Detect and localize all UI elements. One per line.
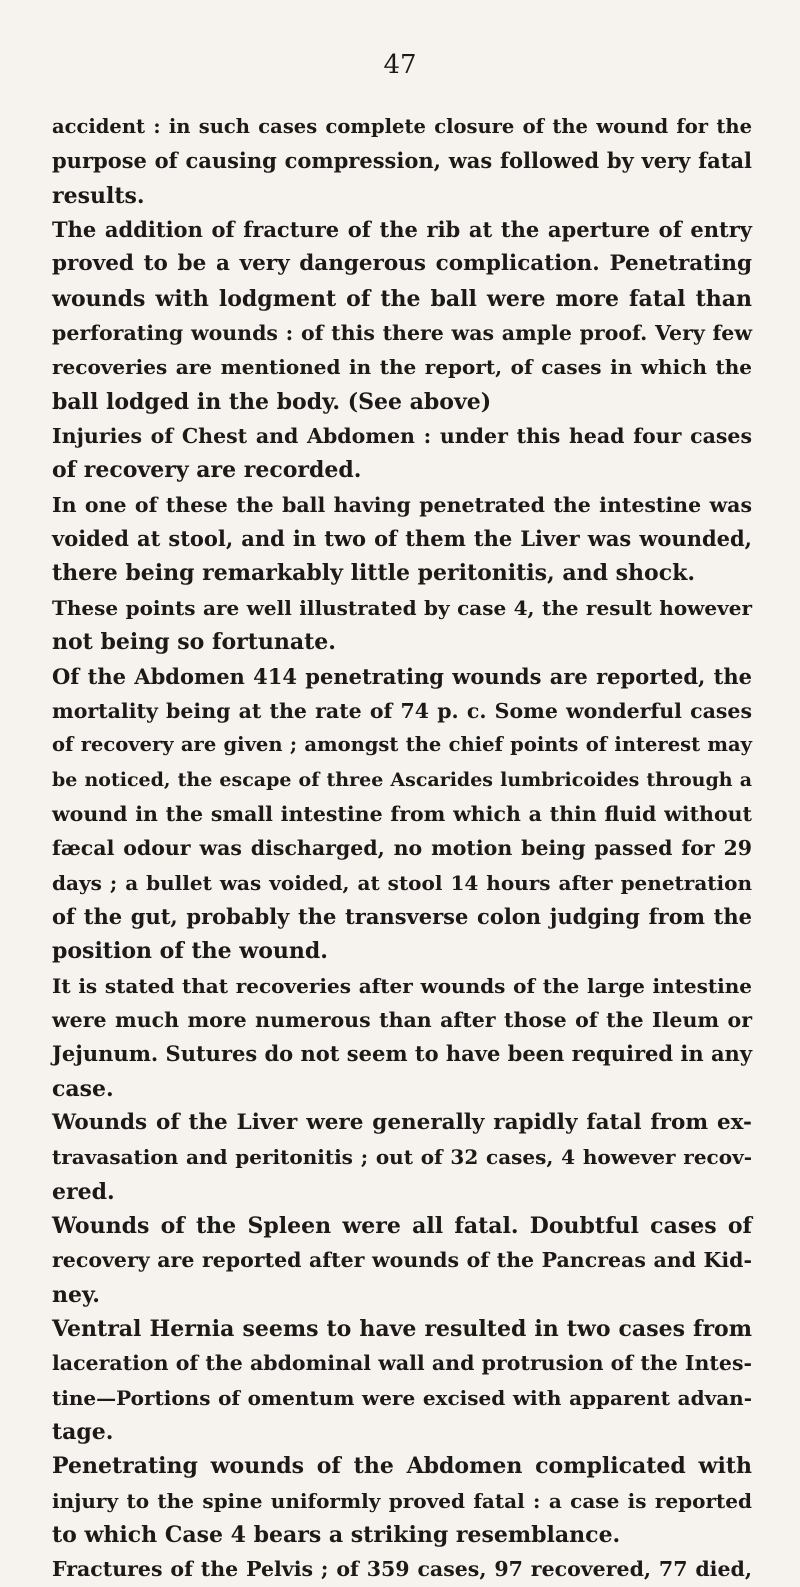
text-line: not being so fortunate. (52, 629, 336, 656)
text-line: Wounds of the Spleen were all fatal. Doubtful cases of (52, 1213, 752, 1239)
text-line: position of the wound. (52, 938, 328, 965)
text-line: laceration of the abdominal wall and protrusion of the Intes- (52, 1351, 752, 1376)
text-line: In one of these the ball having penetrated the intestine was (52, 492, 752, 517)
text-line: recovery are reported after wounds of the Pancreas and Kid- (52, 1248, 752, 1273)
text-line: Of the Abdomen 414 penetrating wounds are reported, the (52, 663, 752, 689)
text-line: The addition of fracture of the rib at the aperture of entry (52, 217, 752, 243)
text-line: Injuries of Chest and Abdomen : under this head four cases (52, 424, 752, 449)
text-line: Fractures of the Pelvis ; of 359 cases, 97 recovered, 77 died, (52, 1557, 752, 1582)
text-line: wound in the small intestine from which a thin fluid without (52, 801, 752, 826)
text-line: days ; a bullet was voided, at stool 14 hours after penetration (52, 870, 752, 895)
text-line: mortality being at the rate of 74 p. c. Some wonderful cases (52, 698, 752, 723)
text-line: ney. (52, 1281, 100, 1308)
text-line: tage. (52, 1419, 114, 1446)
text-line: It is stated that recoveries after wounds of the large intestine (52, 973, 752, 998)
text-line: ered. (52, 1178, 115, 1205)
text-line: voided at stool, and in two of them the Liver was wounded, (52, 526, 752, 552)
text-line: perforating wounds : of this there was ample proof. Very few (52, 321, 752, 346)
text-line: accident : in such cases complete closure of the wound for the (52, 115, 752, 138)
text-line: purpose of causing compression, was followed by very fatal (52, 148, 752, 174)
text-line: Jejunum. Sutures do not seem to have been required in any (52, 1041, 753, 1067)
text-line: travasation and peritonitis ; out of 32 cases, 4 however recov- (52, 1145, 752, 1170)
text-line: injury to the spine uniformly proved fatal : a case is reported (52, 1488, 752, 1513)
text-line: of the gut, probably the transverse colon judging from the (52, 903, 752, 929)
page-number: 47 (383, 50, 417, 80)
text-line: of recovery are recorded. (52, 457, 362, 484)
body-text (52, 110, 752, 1587)
text-line: recoveries are mentioned in the report, of cases in which the (52, 355, 752, 380)
text-line: Wounds of the Liver were generally rapidly fatal from ex- (52, 1109, 752, 1135)
text-line: Ventral Hernia seems to have resulted in two cases from (52, 1316, 752, 1343)
text-line: wounds with lodgment of the ball were more fatal than (52, 285, 752, 312)
text-line: proved to be a very dangerous complication. Penetrating (52, 251, 752, 277)
text-line: of recovery are given ; amongst the chief points of interest may (52, 733, 752, 757)
text-line: Penetrating wounds of the Abdomen complicated with (52, 1453, 752, 1480)
text-line: tine—Portions of omentum were excised with apparent advan- (52, 1385, 752, 1410)
text-line: were much more numerous than after those of the Ileum or (52, 1007, 752, 1032)
text-line: be noticed, the escape of three Ascarides lumbricoides through a (52, 768, 752, 791)
text-line: fæcal odour was discharged, no motion being passed for 29 (52, 836, 752, 861)
text-line: ball lodged in the body. (See above) (52, 388, 492, 415)
text-line: to which Case 4 bears a striking resemblance. (52, 1522, 621, 1549)
text-line: results. (52, 182, 145, 209)
text-line: there being remarkably little peritonitis, and shock. (52, 560, 696, 587)
text-line: These points are well illustrated by case 4, the result however (52, 595, 752, 620)
text-line: case. (52, 1075, 114, 1102)
